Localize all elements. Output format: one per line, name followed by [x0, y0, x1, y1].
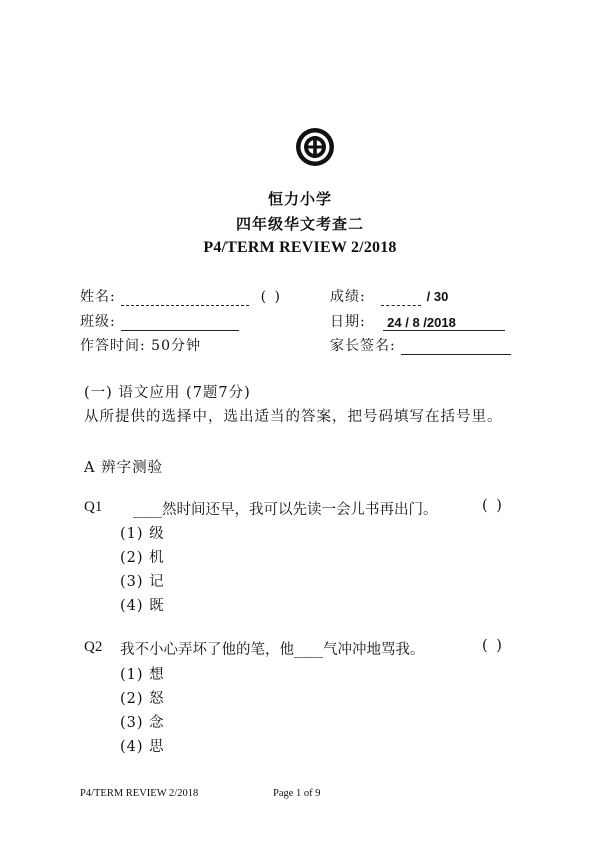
date-field: [330, 311, 505, 331]
part-title: A 辨字测验: [84, 460, 164, 476]
option-item: (4) 思: [120, 739, 165, 755]
question-number: Q2: [84, 639, 103, 655]
time-field: 作答时间: 50分钟: [80, 338, 201, 354]
option-item: (1) 级: [120, 526, 165, 542]
option-item: (2) 怒: [120, 691, 165, 707]
option-item: (3) 记: [120, 574, 165, 590]
option-item: (1) 想: [120, 667, 165, 683]
footer-term: P4/TERM REVIEW 2/2018: [80, 788, 199, 799]
question-stem: 我不小心弄坏了他的笔，他____气冲冲地骂我。: [120, 642, 425, 658]
term-title: P4/TERM REVIEW 2/2018: [203, 239, 397, 256]
exam-title: 四年级华文考查二: [235, 215, 364, 233]
question-number: Q1: [84, 499, 103, 515]
school-logo-icon: [295, 127, 335, 167]
footer-page-number: Page 1 of 9: [273, 788, 321, 799]
class-line[interactable]: [121, 316, 239, 331]
date-value: 24 / 8 /2018: [383, 315, 505, 331]
parent-sign-line[interactable]: [401, 340, 511, 355]
section-instruction: 从所提供的选择中，选出适当的答案，把号码填写在括号里。: [84, 409, 503, 425]
date-label: 日期:: [330, 314, 366, 330]
parent-sign-field: [330, 335, 511, 355]
option-item: (4) 既: [120, 598, 165, 614]
option-item: (3) 念: [120, 715, 165, 731]
school-name: 恒力小学: [267, 190, 332, 208]
option-item: (2) 机: [120, 550, 165, 566]
class-label: 班级:: [80, 314, 116, 330]
question-stem: ____然时间还早，我可以先读一会儿书再出门。: [133, 502, 438, 518]
answer-paren[interactable]: ( ): [482, 498, 504, 514]
name-field: [80, 286, 282, 306]
name-line[interactable]: [121, 291, 249, 306]
parent-sign-label: 家长签名:: [330, 338, 396, 354]
score-total: / 30: [426, 289, 449, 304]
score-label: 成绩:: [330, 289, 366, 305]
score-field: [330, 286, 448, 306]
class-field: [80, 311, 239, 331]
name-paren: ( ): [260, 289, 282, 305]
score-line[interactable]: [381, 291, 421, 306]
name-label: 姓名:: [80, 289, 116, 305]
answer-paren[interactable]: ( ): [482, 638, 504, 654]
section-title: (一) 语文应用 (7题7分): [84, 385, 251, 401]
